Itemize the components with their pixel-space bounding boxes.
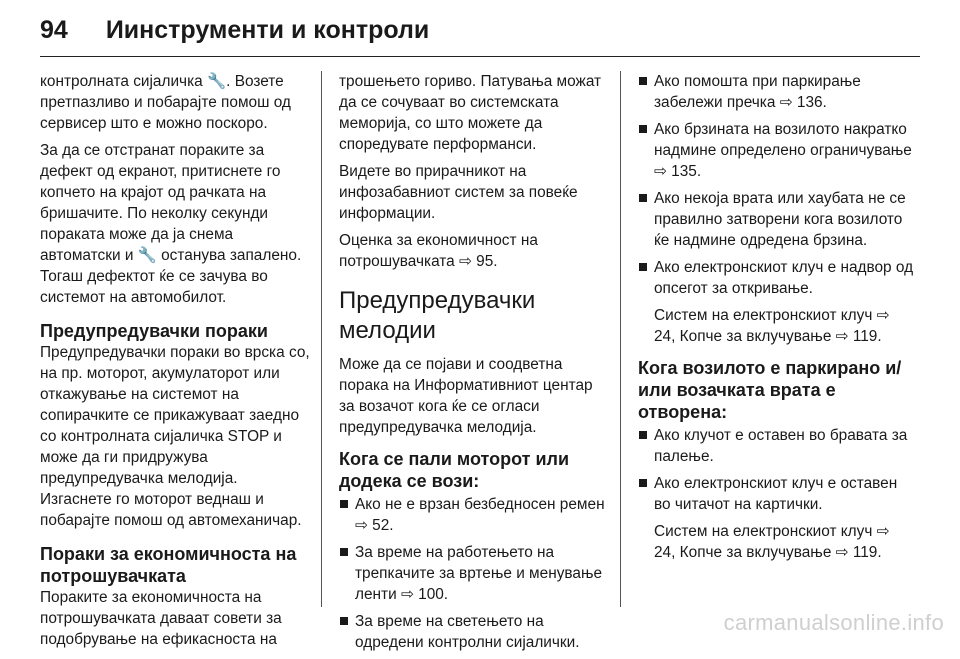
- list-item: Ако електронскиот клуч е оставен во читачот на картички.: [638, 473, 914, 515]
- paragraph: Може да се појави и соодветна порака на Информативниот центар за возачот кога ќе се огласи предупредувачка мелодија.: [339, 356, 593, 436]
- section-heading-warning-messages: Предупредувачки пораки: [40, 321, 268, 341]
- watermark: carmanualsonline.info: [723, 610, 944, 635]
- list-item: Ако клучот е оставен во бравата за палење.: [638, 425, 914, 467]
- list-item: Ако некоја врата или хаубата не се правилно затворени кога возилото ќе надмине одредена брзина.: [638, 188, 914, 251]
- page-header: [40, 10, 429, 50]
- column-2: [339, 71, 611, 659]
- paragraph: Предупредувачки пораки во врска со, на пр. моторот, акумулаторот или откажување на системот на сопирачките се прикажуваат заедно со контролната сијаличка STOP и може да ги придружува предупредувачка мелодија. Изгаснете го моторот веднаш и побарајте помош од автомеханичар.: [40, 344, 310, 529]
- list-item: За време на работењето на трепкачите за вртење и менување ленти ⇨ 100.: [339, 542, 611, 605]
- paragraph: трошењето гориво. Патувања можат да се сочуваат во системската меморија, со што можете да споредувате перформанси.: [339, 73, 602, 153]
- list-item: Ако помошта при паркирање забележи пречка ⇨ 136.: [638, 71, 914, 113]
- list-item: Ако брзината на возилото накратко надмине определено ограничување ⇨ 135.: [638, 119, 914, 182]
- paragraph: За да се отстранат пораките за дефект од екранот, притиснете го копчето на крајот од рачката на бришачите. По неколку секунди пораката може да ја снема автоматски и 🔧 останува запалено. Тогаш дефектот ќе се зачува во системот на автомобилот.: [40, 142, 302, 306]
- page-title: Иинструменти и контроли: [105, 15, 430, 44]
- list-item: За време на светењето на одредени контролни сијалички.: [339, 611, 611, 653]
- header-rule: [40, 56, 920, 57]
- paragraph: Оценка за економичност на потрошувачката ⇨ 95.: [339, 232, 538, 270]
- paragraph: Пораките за економичноста на потрошувачката даваат совети за подобрување на ефикасноста на: [40, 589, 282, 648]
- cross-reference-note: Систем на електронскиот клуч ⇨ 24, Копче за вклучување ⇨ 119.: [654, 307, 890, 345]
- section-heading-economy-messages: Пораки за економичноста на потрошувачката: [40, 544, 297, 586]
- paragraph: контролната сијаличка ⁠🔧. Возете претпазливо и побарајте помош од сервисер што е можно поскоро.: [40, 73, 291, 132]
- column-divider: [321, 71, 322, 607]
- subheading-vehicle-parked: Кога возилото е паркирано и/ или возачката врата е отворена:: [638, 358, 902, 422]
- column-3: [638, 71, 914, 569]
- list-item: Ако електронскиот клуч е надвор од опсегот за откривање.: [638, 257, 914, 299]
- section-heading-warning-melodies: Предупредувачки мелодии: [339, 287, 536, 344]
- column-divider: [620, 71, 621, 607]
- subheading-engine-running: Кога се пали моторот или додека се вози:: [339, 449, 570, 491]
- column-1: [40, 71, 312, 656]
- cross-reference-note: Систем на електронскиот клуч ⇨ 24, Копче за вклучување ⇨ 119.: [654, 523, 890, 561]
- list-item: Ако не е врзан безбедносен ремен ⇨ 52.: [339, 494, 611, 536]
- page-number: 94: [40, 15, 68, 44]
- paragraph: Видете во прирачникот на инфозабавниот систем за повеќе информации.: [339, 163, 578, 222]
